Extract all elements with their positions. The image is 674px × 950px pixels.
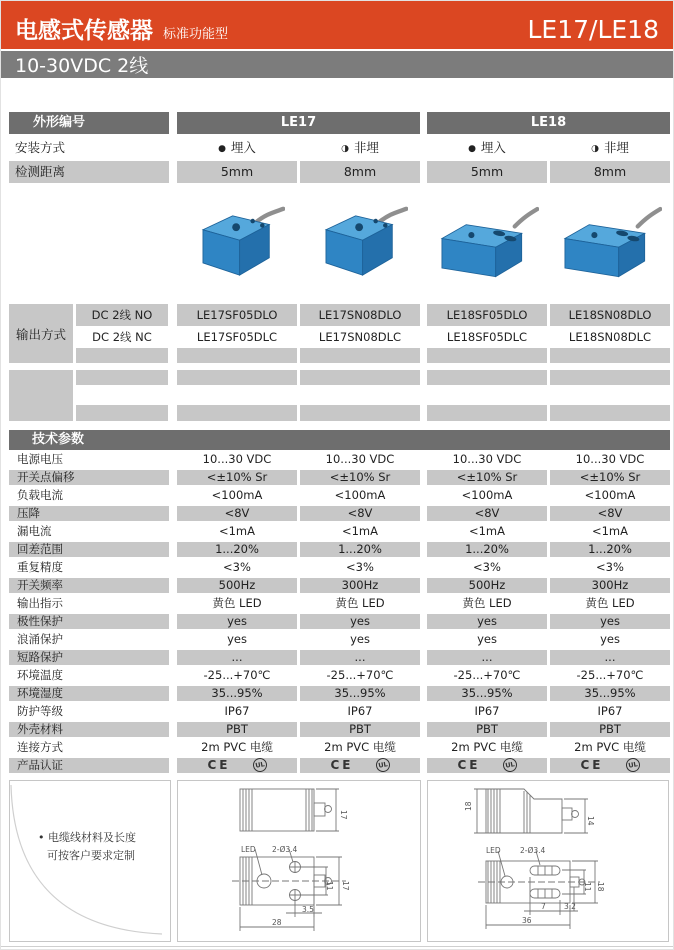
blank-row (76, 370, 670, 385)
model-code: LE18SF05DLC (446, 330, 528, 344)
tech-param-value: 2m PVC 电缆 (451, 739, 523, 754)
tech-param-value: 1...20% (177, 542, 297, 557)
tech-param-value: 2m PVC 电缆 (574, 739, 646, 754)
tech-row (9, 558, 673, 576)
group-header-le18: LE18 (427, 112, 670, 134)
blank-label (9, 370, 73, 421)
tech-param-value: yes (177, 614, 297, 629)
tech-param-value: yes (477, 631, 497, 646)
note-box (9, 780, 171, 942)
tech-param-value: PBT (427, 722, 547, 737)
dim-led-label: LED (486, 846, 501, 855)
tech-param-label: 漏电流 (17, 523, 52, 538)
tech-row (9, 594, 673, 612)
dim-width: 36 (522, 916, 532, 925)
dim-outer-height: 17 (341, 881, 350, 891)
tech-param-value: <3% (473, 559, 501, 574)
empty-cell (300, 370, 420, 385)
tech-section-header: 技术参数 (9, 430, 670, 450)
tech-param-value: <1mA (591, 523, 629, 538)
tech-param-label: 产品认证 (9, 758, 169, 773)
mount-text: 埋入 (480, 139, 506, 155)
tech-param-label: 极性保护 (9, 614, 169, 629)
empty-cell (177, 348, 297, 363)
tech-param-value: 300Hz (300, 578, 420, 593)
tech-param-value: <3% (223, 559, 251, 574)
ce-mark-icon: CE (330, 757, 354, 772)
tech-param-value: 500Hz (177, 578, 297, 593)
tech-param-value: 1...20% (550, 542, 670, 557)
tech-param-value: yes (427, 614, 547, 629)
blank-block (9, 370, 673, 421)
blank-row (76, 405, 670, 421)
model-code: LE18SN08DLO (550, 304, 670, 326)
tech-param-label: 浪涌保护 (17, 631, 63, 646)
dim-side-height: 17 (339, 810, 348, 820)
tech-param-value: -25...+70℃ (326, 667, 394, 682)
tech-param-label: 环境温度 (17, 667, 63, 682)
certification-cell (300, 758, 420, 773)
table-header-row (9, 112, 673, 134)
tech-param-value: 35...95% (300, 686, 420, 701)
bullet-icon: • (38, 831, 45, 844)
output-row-empty (76, 348, 670, 363)
bottom-boxes (9, 780, 673, 942)
voltage-text: 10-30VDC 2线 (15, 55, 149, 77)
tech-param-value: <8V (177, 506, 297, 521)
output-row-no (76, 304, 670, 326)
tech-param-value: <100mA (334, 487, 386, 502)
mount-value (177, 138, 297, 156)
certification-icons (177, 758, 297, 773)
ce-mark-icon: CE (457, 757, 481, 772)
model-code: LE17SN08DLO (300, 304, 420, 326)
tech-param-value: <±10% Sr (550, 470, 670, 485)
certification-icons (550, 758, 670, 773)
tech-param-value: ... (177, 650, 297, 665)
empty-cell (550, 405, 670, 421)
tech-param-label: 防护等级 (17, 703, 63, 718)
tech-param-label: 连接方式 (17, 739, 63, 754)
tech-param-value: <8V (300, 506, 420, 521)
model-code: LE17SF05DLC (196, 330, 278, 344)
dim-body-height: 18 (464, 801, 473, 811)
tech-param-value: yes (350, 631, 370, 646)
tech-param-label: 重复精度 (17, 559, 63, 574)
output-block (9, 304, 673, 363)
empty-cell (76, 370, 168, 385)
tech-param-value: IP67 (224, 703, 250, 718)
tech-param-value: yes (227, 631, 247, 646)
group-header-le17: LE17 (177, 112, 420, 134)
dim-head-height: 14 (586, 816, 595, 826)
tech-param-value: <±10% Sr (427, 470, 547, 485)
tech-param-value: ... (550, 650, 670, 665)
empty-cell (300, 348, 420, 363)
output-label: 输出方式 (9, 304, 73, 363)
tech-param-label: 开关点偏移 (9, 470, 169, 485)
product-photo-row (9, 183, 673, 301)
tech-param-value: 10...30 VDC (325, 451, 395, 466)
non-flush-icon: ◑ (341, 143, 349, 154)
tech-param-value: 2m PVC 电缆 (324, 739, 396, 754)
tech-param-value: ... (427, 650, 547, 665)
distance-value: 5mm (427, 161, 547, 183)
certification-row (9, 756, 673, 774)
mount-text: 埋入 (230, 139, 256, 155)
mount-text: 非埋 (603, 139, 629, 155)
dim-inner-height: 11 (583, 882, 592, 892)
mount-value (427, 138, 547, 156)
sensor-photo-le17-flush (177, 197, 297, 287)
footer-rule (1, 946, 674, 947)
tech-param-value: ... (300, 650, 420, 665)
empty-cell (300, 405, 420, 421)
le18-dimension-drawing (428, 781, 668, 941)
tech-param-value: IP67 (347, 703, 373, 718)
tech-row (9, 468, 673, 486)
ul-mark-icon: UL (251, 757, 267, 773)
ce-mark-icon: CE (207, 757, 231, 772)
tech-param-value: -25...+70℃ (203, 667, 271, 682)
tech-param-label: 开关频率 (9, 578, 169, 593)
dim-holes-label: 2-Ø3.4 (520, 846, 546, 855)
tech-param-value: PBT (177, 722, 297, 737)
tech-param-value: <8V (427, 506, 547, 521)
ul-mark-icon: UL (501, 757, 517, 773)
mount-row (9, 134, 673, 159)
tech-row (9, 630, 673, 648)
tech-param-value: <3% (596, 559, 624, 574)
tech-param-value: <1mA (218, 523, 256, 538)
tech-param-value: yes (600, 631, 620, 646)
tech-param-label: 环境湿度 (9, 686, 169, 701)
tech-param-value: 10...30 VDC (202, 451, 272, 466)
sensor-photo-le17-nonflush (300, 197, 420, 287)
sensor-photo-le18-nonflush (550, 197, 670, 287)
tech-param-value: 300Hz (550, 578, 670, 593)
tech-param-value: <3% (346, 559, 374, 574)
model-code: LE18SN08DLC (568, 330, 652, 344)
tech-param-value: 35...95% (550, 686, 670, 701)
empty-cell (427, 348, 547, 363)
page-header (1, 1, 673, 49)
page-title: 电感式传感器 (15, 18, 153, 44)
flush-icon: ● (218, 143, 226, 154)
empty-cell (550, 370, 670, 385)
tech-param-value: 黄色 LED (335, 595, 385, 610)
dim-outer-height: 18 (596, 882, 605, 892)
tech-param-value: <100mA (211, 487, 263, 502)
model-code: LE17SN08DLC (318, 330, 402, 344)
tech-param-label: 电源电压 (17, 451, 63, 466)
distance-label: 检测距离 (9, 161, 169, 183)
tech-param-value: PBT (300, 722, 420, 737)
distance-value: 8mm (550, 161, 670, 183)
tech-row (9, 450, 673, 468)
distance-value: 8mm (300, 161, 420, 183)
tech-param-value: 黄色 LED (585, 595, 635, 610)
tech-param-value: <±10% Sr (300, 470, 420, 485)
le17-dimension-drawing (178, 781, 420, 941)
tech-param-value: 黄色 LED (462, 595, 512, 610)
mount-value (300, 138, 420, 156)
tech-row (9, 648, 673, 666)
flush-icon: ● (468, 143, 476, 154)
note-line2: 可按客户要求定制 (47, 849, 135, 862)
tech-param-value: 1...20% (427, 542, 547, 557)
tech-param-value: 2m PVC 电缆 (201, 739, 273, 754)
tech-row (9, 738, 673, 756)
distance-value: 5mm (177, 161, 297, 183)
certification-icons (427, 758, 547, 773)
certification-cell (177, 758, 297, 773)
tech-param-value: 35...95% (427, 686, 547, 701)
tech-param-label: 外壳材料 (9, 722, 169, 737)
tech-row (9, 702, 673, 720)
dim-hole-offset: 3.5 (302, 905, 314, 914)
tech-row (9, 540, 673, 558)
tech-param-value: -25...+70℃ (576, 667, 644, 682)
tech-param-value: <±10% Sr (177, 470, 297, 485)
tech-param-value: <100mA (584, 487, 636, 502)
mount-value (550, 138, 670, 156)
tech-param-label: 负载电流 (17, 487, 63, 502)
empty-cell (550, 348, 670, 363)
dim-led-label: LED (241, 845, 256, 854)
voltage-bar (1, 51, 673, 78)
empty-cell (177, 405, 297, 421)
distance-row (9, 161, 673, 183)
dim-holes-label: 2-Ø3.4 (272, 845, 298, 854)
tech-row (9, 486, 673, 504)
tech-rows (9, 450, 673, 774)
empty-cell (427, 405, 547, 421)
tech-param-value: yes (300, 614, 420, 629)
empty-cell (76, 405, 168, 421)
model-code: LE17SF05DLO (177, 304, 297, 326)
tech-param-value: 10...30 VDC (452, 451, 522, 466)
output-type: DC 2线 NO (76, 304, 168, 326)
tech-row (9, 522, 673, 540)
note-line1: 电缆线材料及长度 (48, 831, 136, 844)
tech-row (9, 666, 673, 684)
tech-param-label: 短路保护 (9, 650, 169, 665)
tech-param-value: 1...20% (300, 542, 420, 557)
non-flush-icon: ◑ (591, 143, 599, 154)
tech-param-label: 压降 (9, 506, 169, 521)
tech-param-value: <8V (550, 506, 670, 521)
output-row-nc (76, 326, 670, 348)
tech-row (9, 504, 673, 522)
dim-slot-offset: 3.2 (564, 902, 576, 911)
certification-cell (550, 758, 670, 773)
tech-param-value: 500Hz (427, 578, 547, 593)
tech-param-value: <1mA (341, 523, 379, 538)
tech-param-value: IP67 (597, 703, 623, 718)
tech-row (9, 720, 673, 738)
certification-icons (300, 758, 420, 773)
tech-param-value: <100mA (461, 487, 513, 502)
cable-note (38, 829, 136, 865)
mount-label: 安装方式 (15, 139, 66, 155)
tech-param-value: 10...30 VDC (575, 451, 645, 466)
le18-drawing-box (427, 780, 669, 942)
empty-cell (76, 348, 168, 363)
certification-cell (427, 758, 547, 773)
tech-param-value: IP67 (474, 703, 500, 718)
dim-width: 28 (272, 918, 282, 927)
tech-param-value: -25...+70℃ (453, 667, 521, 682)
output-type: DC 2线 NC (92, 330, 152, 344)
tech-param-value: <1mA (468, 523, 506, 538)
model-number: LE17/LE18 (527, 15, 659, 44)
tech-row (9, 684, 673, 702)
dim-inner-height: 11 (325, 881, 334, 891)
model-code: LE18SF05DLO (427, 304, 547, 326)
tech-param-value: yes (550, 614, 670, 629)
sensor-photo-le18-flush (427, 197, 547, 287)
tech-param-value: 黄色 LED (212, 595, 262, 610)
tech-param-label: 输出指示 (17, 595, 63, 610)
page-subtitle: 标准功能型 (163, 27, 229, 42)
tech-param-value: PBT (550, 722, 670, 737)
tech-row (9, 612, 673, 630)
tech-param-value: 35...95% (177, 686, 297, 701)
tech-param-label: 回差范围 (9, 542, 169, 557)
ul-mark-icon: UL (374, 757, 390, 773)
shape-header: 外形编号 (9, 112, 169, 134)
tech-row (9, 576, 673, 594)
empty-cell (177, 370, 297, 385)
mount-text: 非埋 (353, 139, 379, 155)
ce-mark-icon: CE (580, 757, 604, 772)
dim-slot-width: 7 (541, 902, 546, 911)
empty-cell (427, 370, 547, 385)
le17-drawing-box (177, 780, 421, 942)
ul-mark-icon: UL (624, 757, 640, 773)
